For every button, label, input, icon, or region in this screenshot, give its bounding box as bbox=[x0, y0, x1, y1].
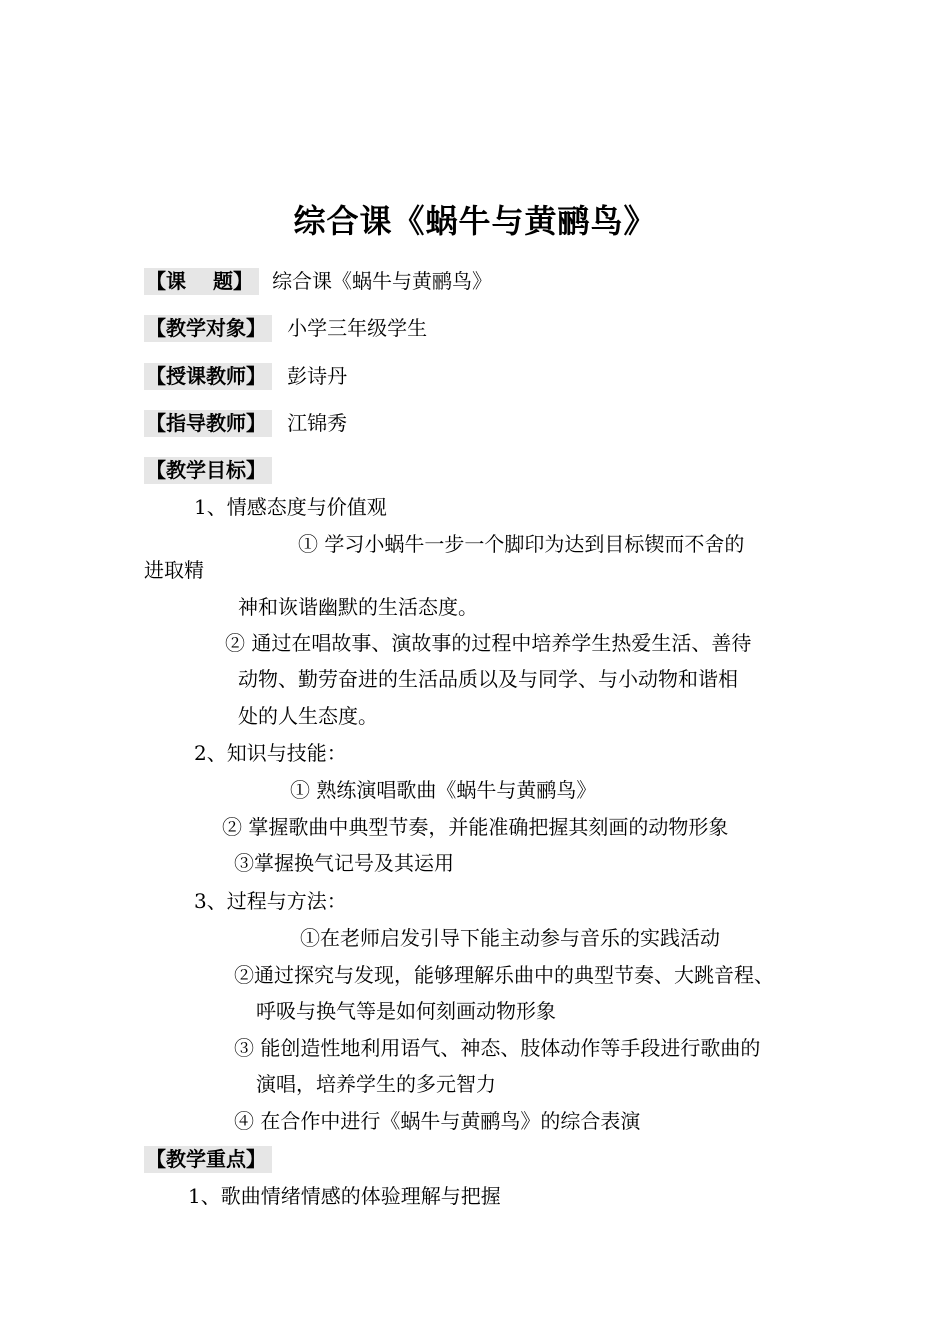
goal-line: 进取精 bbox=[144, 558, 204, 582]
goal-line: ④ 在合作中进行《蜗牛与黄鹂鸟》的综合表演 bbox=[234, 1109, 641, 1133]
goal-line: 神和诙谐幽默的生活态度。 bbox=[238, 595, 478, 619]
goal-line: 1、情感态度与价值观 bbox=[194, 495, 387, 519]
section-key-points bbox=[144, 1146, 272, 1172]
goal-line: ② 掌握歌曲中典型节奏，并能准确把握其刻画的动物形象 bbox=[222, 815, 729, 839]
field-mentor bbox=[144, 410, 347, 436]
goal-line: 2、知识与技能： bbox=[194, 741, 347, 765]
field-audience bbox=[144, 315, 427, 341]
field-audience-label: 【教学对象】 bbox=[144, 315, 272, 342]
field-topic-label: 【课 题】 bbox=[144, 268, 259, 295]
field-teacher bbox=[144, 363, 347, 389]
field-mentor-value: 江锦秀 bbox=[287, 411, 348, 435]
goal-line: ①在老师启发引导下能主动参与音乐的实践活动 bbox=[300, 926, 720, 950]
goal-line: ① 学习小蜗牛一步一个脚印为达到目标锲而不舍的 bbox=[298, 532, 745, 556]
goal-line: ③掌握换气记号及其运用 bbox=[234, 851, 454, 875]
field-mentor-label: 【指导教师】 bbox=[144, 410, 272, 437]
field-topic-value: 综合课《蜗牛与黄鹂鸟》 bbox=[272, 269, 493, 293]
goal-line: 动物、勤劳奋进的生活品质以及与同学、与小动物和谐相 bbox=[238, 667, 738, 691]
section-goals-label: 【教学目标】 bbox=[144, 457, 272, 484]
field-teacher-value: 彭诗丹 bbox=[287, 364, 348, 388]
goal-line: ③ 能创造性地利用语气、神态、肢体动作等手段进行歌曲的 bbox=[234, 1036, 761, 1060]
goal-line: ②通过探究与发现，能够理解乐曲中的典型节奏、大跳音程、 bbox=[234, 963, 774, 987]
goal-line: ② 通过在唱故事、演故事的过程中培养学生热爱生活、善待 bbox=[225, 631, 752, 655]
goal-line: 处的人生态度。 bbox=[238, 704, 378, 728]
key-point-line: 1、歌曲情绪情感的体验理解与把握 bbox=[188, 1184, 501, 1208]
goal-line: 呼吸与换气等是如何刻画动物形象 bbox=[256, 999, 556, 1023]
goal-line: ① 熟练演唱歌曲《蜗牛与黄鹂鸟》 bbox=[290, 778, 597, 802]
field-teacher-label: 【授课教师】 bbox=[144, 363, 272, 390]
page-title: 综合课《蜗牛与黄鹂鸟》 bbox=[293, 202, 657, 240]
goal-line: 演唱，培养学生的多元智力 bbox=[256, 1072, 496, 1096]
field-audience-value: 小学三年级学生 bbox=[287, 316, 428, 340]
field-topic bbox=[144, 268, 492, 294]
goal-line: 3、过程与方法： bbox=[194, 889, 347, 913]
section-goals bbox=[144, 457, 272, 483]
section-key-points-label: 【教学重点】 bbox=[144, 1146, 272, 1173]
